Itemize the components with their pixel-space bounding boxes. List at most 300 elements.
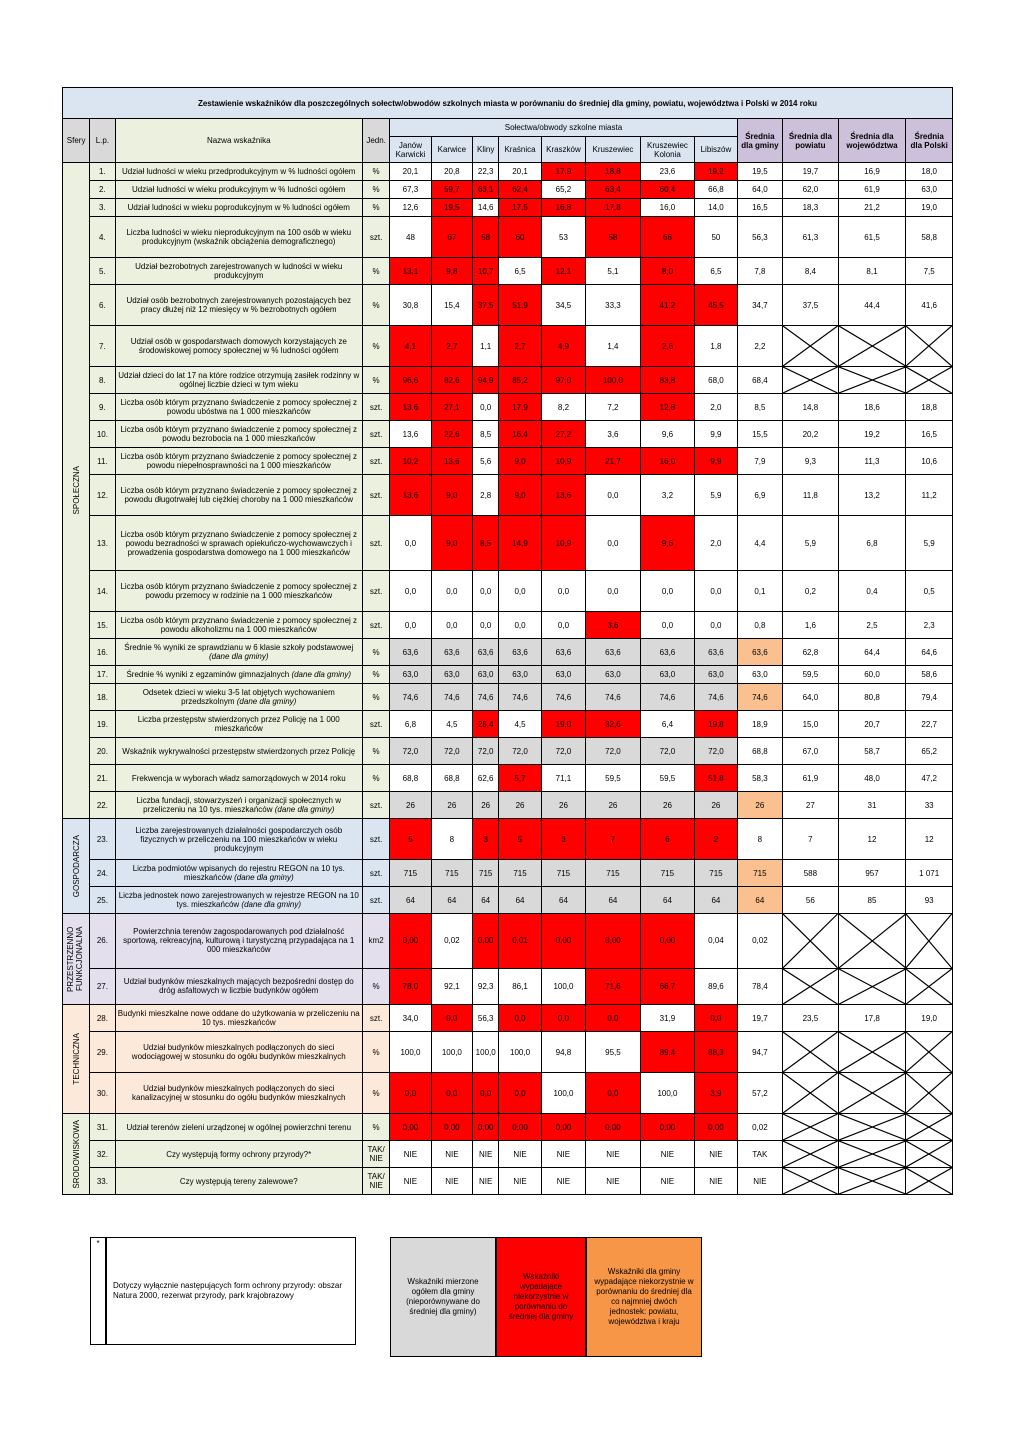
sphere-label: GOSPODARCZA <box>71 834 81 898</box>
village-value-cell: 715 <box>586 860 641 887</box>
village-value-cell: 5 <box>390 819 431 860</box>
average-value-cell: 8,1 <box>838 258 906 285</box>
indicator-name-text: Frekwencja w wyborach władz samorządowych w 2014 roku <box>131 773 346 783</box>
village-value-cell: 3,6 <box>586 612 641 639</box>
village-value-cell: 5,9 <box>695 475 737 516</box>
row-lp: 21. <box>90 765 115 792</box>
village-value-cell: 48 <box>390 217 431 258</box>
row-unit: % <box>362 639 389 666</box>
village-value-cell: 4,9 <box>541 326 585 367</box>
row-unit: % <box>362 326 389 367</box>
legend-orange: Wskaźniki dla gminy wypadające niekorzystnie w porównaniu do średniej dla co najmniej dwóch jednostek: powiatu, województwa i kraju <box>586 1237 702 1357</box>
header-average-0: Średnia dla gminy <box>737 119 782 163</box>
village-value-cell: 0,0 <box>499 1073 541 1114</box>
header-jedn: Jedn. <box>362 119 389 163</box>
village-value-cell: 62,4 <box>499 181 541 199</box>
row-indicator-name <box>115 285 362 326</box>
village-value-cell: 0,0 <box>695 571 737 612</box>
average-value-cell: 957 <box>838 860 906 887</box>
average-value-cell: 56 <box>783 887 839 914</box>
indicator-name-text: Udział ludności w wieku przedprodukcyjnym w % ludności ogółem <box>122 167 356 176</box>
village-value-cell: 19,2 <box>695 163 737 181</box>
village-value-cell: 20,8 <box>431 163 472 181</box>
row-lp: 19. <box>90 711 115 738</box>
village-value-cell: 0,00 <box>390 1114 431 1141</box>
village-value-cell: 63,0 <box>695 666 737 684</box>
average-value-cell: 22,7 <box>906 711 953 738</box>
average-value-cell: 8,4 <box>783 258 839 285</box>
row-unit: % <box>362 968 389 1004</box>
village-value-cell: 715 <box>431 860 472 887</box>
average-value-cell: 63,0 <box>906 181 953 199</box>
not-applicable-cell <box>906 367 953 394</box>
village-value-cell: 26 <box>695 792 737 819</box>
village-value-cell: 0,00 <box>640 1114 695 1141</box>
average-value-cell: TAK <box>737 1141 782 1168</box>
average-value-cell: 62,0 <box>783 181 839 199</box>
row-indicator-name <box>115 887 362 914</box>
average-value-cell: 31 <box>838 792 906 819</box>
village-value-cell: NIE <box>499 1168 541 1195</box>
sphere-cell <box>63 163 90 819</box>
village-value-cell: 13,1 <box>390 258 431 285</box>
row-unit: szt. <box>362 860 389 887</box>
cross-mark-icon <box>783 1073 838 1113</box>
average-value-cell: 33 <box>906 792 953 819</box>
table-row <box>63 1114 953 1141</box>
village-value-cell: 0,0 <box>541 571 585 612</box>
row-unit: szt. <box>362 448 389 475</box>
row-indicator-name <box>115 394 362 421</box>
village-value-cell: 0,00 <box>473 1114 499 1141</box>
village-value-cell: 45,5 <box>695 285 737 326</box>
village-value-cell: 60 <box>499 217 541 258</box>
row-lp: 16. <box>90 639 115 666</box>
not-applicable-cell <box>783 367 839 394</box>
village-value-cell: 63,6 <box>431 639 472 666</box>
village-value-cell: 7 <box>586 819 641 860</box>
row-unit: % <box>362 738 389 765</box>
village-value-cell: 63,6 <box>640 639 695 666</box>
cross-mark-icon <box>783 914 838 968</box>
village-value-cell: 0,0 <box>390 571 431 612</box>
village-value-cell: 63,0 <box>499 666 541 684</box>
village-value-cell: 16,8 <box>541 199 585 217</box>
village-value-cell: NIE <box>541 1141 585 1168</box>
cross-mark-icon <box>839 1114 906 1140</box>
village-value-cell: 14,0 <box>695 199 737 217</box>
village-value-cell: NIE <box>695 1168 737 1195</box>
footnote-text: Dotyczy wyłącznie następujących form ochrony przyrody: obszar Natura 2000, rezerwat przyrody, park krajobrazowy <box>106 1237 356 1345</box>
table-row <box>63 968 953 1004</box>
village-value-cell: 26 <box>586 792 641 819</box>
average-value-cell: 18,3 <box>783 199 839 217</box>
average-value-cell: NIE <box>737 1168 782 1195</box>
village-value-cell: 100,0 <box>390 1032 431 1073</box>
average-value-cell: 19,0 <box>906 199 953 217</box>
row-lp: 9. <box>90 394 115 421</box>
average-value-cell: 18,8 <box>906 394 953 421</box>
village-value-cell: 9,6 <box>640 421 695 448</box>
table-row <box>63 639 953 666</box>
header-village-4: Kraszków <box>541 137 585 163</box>
village-value-cell: 68,8 <box>431 765 472 792</box>
village-value-cell: 92,1 <box>431 968 472 1004</box>
cross-mark-icon <box>839 326 906 366</box>
average-value-cell: 19,2 <box>838 421 906 448</box>
average-value-cell: 60,0 <box>838 666 906 684</box>
village-value-cell: 100,0 <box>473 1032 499 1073</box>
row-unit: szt. <box>362 394 389 421</box>
not-applicable-cell <box>783 326 839 367</box>
village-value-cell: 72,0 <box>586 738 641 765</box>
village-value-cell: 26 <box>431 792 472 819</box>
village-value-cell: 66 <box>640 217 695 258</box>
village-value-cell: 26 <box>473 792 499 819</box>
not-applicable-cell <box>906 914 953 969</box>
village-value-cell: 13,6 <box>431 448 472 475</box>
village-value-cell: 68,0 <box>695 367 737 394</box>
village-value-cell: 100,0 <box>541 968 585 1004</box>
average-value-cell: 63,0 <box>737 666 782 684</box>
village-value-cell: 9,0 <box>431 475 472 516</box>
village-value-cell: 2,6 <box>640 326 695 367</box>
cross-mark-icon <box>783 1032 838 1072</box>
village-value-cell: 0,00 <box>390 914 431 969</box>
village-value-cell: 22,6 <box>431 421 472 448</box>
table-row <box>63 199 953 217</box>
cross-mark-icon <box>906 914 952 968</box>
village-value-cell: 6,4 <box>640 711 695 738</box>
village-value-cell: 26 <box>390 792 431 819</box>
average-value-cell: 4,4 <box>737 516 782 571</box>
row-unit: szt. <box>362 887 389 914</box>
indicator-name-text: Czy występują tereny zalewowe? <box>179 1176 298 1186</box>
village-value-cell: 72,0 <box>541 738 585 765</box>
table-row <box>63 738 953 765</box>
village-value-cell: 0,0 <box>586 475 641 516</box>
village-value-cell: 100,0 <box>541 1073 585 1114</box>
village-value-cell: 8,2 <box>541 394 585 421</box>
village-value-cell: 82,6 <box>431 367 472 394</box>
average-value-cell: 93 <box>906 887 953 914</box>
not-applicable-cell <box>838 1032 906 1073</box>
average-value-cell: 85 <box>838 887 906 914</box>
row-lp: 32. <box>90 1141 115 1168</box>
village-value-cell: 0,0 <box>640 612 695 639</box>
average-value-cell: 0,2 <box>783 571 839 612</box>
average-value-cell: 6,9 <box>737 475 782 516</box>
indicator-name-text: Średnie % wyniki ze sprawdzianu w 6 klasie szkoły podstawowej <box>124 643 354 652</box>
row-indicator-name <box>115 666 362 684</box>
village-value-cell: 58 <box>586 217 641 258</box>
average-value-cell: 61,9 <box>783 765 839 792</box>
cross-mark-icon <box>839 914 906 968</box>
legend-red: Wskaźniki wypadające niekorzystnie w porównaniu do średniej dla gminy <box>496 1237 586 1357</box>
average-value-cell: 5,9 <box>783 516 839 571</box>
village-value-cell: 66,7 <box>640 968 695 1004</box>
average-value-cell: 2,5 <box>838 612 906 639</box>
indicator-name-text: Liczba podmiotów wpisanych do rejestru REGON na 10 tys. mieszkańców <box>132 864 345 882</box>
not-applicable-cell <box>783 1073 839 1114</box>
average-value-cell: 58,3 <box>737 765 782 792</box>
village-value-cell: 715 <box>541 860 585 887</box>
village-value-cell: 32,6 <box>586 711 641 738</box>
village-value-cell: 9,0 <box>499 448 541 475</box>
not-applicable-cell <box>783 914 839 969</box>
village-value-cell: 74,6 <box>586 684 641 711</box>
row-lp: 7. <box>90 326 115 367</box>
row-lp: 4. <box>90 217 115 258</box>
row-lp: 28. <box>90 1005 115 1032</box>
average-value-cell: 58,6 <box>906 666 953 684</box>
row-lp: 6. <box>90 285 115 326</box>
indicator-name-text: Budynki mieszkalne nowe oddane do użytkowania w przeliczeniu na 10 tys. mieszkańców <box>117 1009 360 1027</box>
village-value-cell: 9,0 <box>499 475 541 516</box>
cross-mark-icon <box>839 1032 906 1072</box>
row-indicator-name <box>115 819 362 860</box>
village-value-cell: NIE <box>431 1168 472 1195</box>
indicator-name-text: Udział budynków mieszkalnych podłączonych do sieci wodociągowej w stosunku do ogółu budynków mieszkalnych <box>131 1043 346 1061</box>
average-value-cell: 10,6 <box>906 448 953 475</box>
village-value-cell: NIE <box>695 1141 737 1168</box>
header-nazwa: Nazwa wskaźnika <box>115 119 362 163</box>
not-applicable-cell <box>783 1141 839 1168</box>
average-value-cell: 68,4 <box>737 367 782 394</box>
average-value-cell: 80,8 <box>838 684 906 711</box>
average-value-cell: 64,0 <box>737 181 782 199</box>
not-applicable-cell <box>783 1114 839 1141</box>
sphere-label: TECHNICZNA <box>71 1033 81 1085</box>
village-value-cell: 63,0 <box>541 666 585 684</box>
row-lp: 11. <box>90 448 115 475</box>
village-value-cell: NIE <box>390 1141 431 1168</box>
village-value-cell: 14,9 <box>499 516 541 571</box>
village-value-cell: 63,0 <box>473 666 499 684</box>
indicator-name-text: Czy występują formy ochrony przyrody?* <box>166 1149 312 1159</box>
village-value-cell: 0,0 <box>586 571 641 612</box>
average-value-cell: 19,7 <box>737 1005 782 1032</box>
row-lp: 29. <box>90 1032 115 1073</box>
village-value-cell: 31,9 <box>640 1005 695 1032</box>
village-value-cell: 63,0 <box>586 666 641 684</box>
header-average-3: Średnia dla Polski <box>906 119 953 163</box>
average-value-cell: 78,4 <box>737 968 782 1004</box>
village-value-cell: 0,00 <box>541 914 585 969</box>
village-value-cell: 0,0 <box>390 1073 431 1114</box>
village-value-cell: 23,6 <box>640 163 695 181</box>
village-value-cell: NIE <box>586 1168 641 1195</box>
village-value-cell: 94,9 <box>473 367 499 394</box>
village-value-cell: 1,8 <box>695 326 737 367</box>
average-value-cell: 0,8 <box>737 612 782 639</box>
not-applicable-cell <box>783 1168 839 1195</box>
village-value-cell: 56,3 <box>473 1005 499 1032</box>
village-value-cell: 68,8 <box>390 765 431 792</box>
indicator-name-text: Udział osób bezrobotnych zarejestrowanych pozostających bez pracy dłużej niż 12 miesięcy w % bezrobotnych ogółem <box>126 296 352 314</box>
village-value-cell: 34,5 <box>541 285 585 326</box>
village-value-cell: NIE <box>390 1168 431 1195</box>
village-value-cell: 2,7 <box>499 326 541 367</box>
village-value-cell: 89,4 <box>640 1032 695 1073</box>
average-value-cell: 15,5 <box>737 421 782 448</box>
row-indicator-name <box>115 326 362 367</box>
row-indicator-name <box>115 163 362 181</box>
average-value-cell: 63,6 <box>737 639 782 666</box>
indicator-name-text: Liczba osób którym przyznano świadczenie z pomocy społecznej z powodu alkoholizmu na 1 000 mieszkańców <box>120 616 358 634</box>
village-value-cell: 64 <box>640 887 695 914</box>
row-lp: 27. <box>90 968 115 1004</box>
row-lp: 13. <box>90 516 115 571</box>
average-value-cell: 34,7 <box>737 285 782 326</box>
table-row <box>63 448 953 475</box>
village-value-cell: 33,3 <box>586 285 641 326</box>
cross-mark-icon <box>906 969 952 1004</box>
row-indicator-name <box>115 792 362 819</box>
village-value-cell: 51,9 <box>499 285 541 326</box>
village-value-cell: 8,0 <box>640 258 695 285</box>
cross-mark-icon <box>783 1141 838 1167</box>
table-title: Zestawienie wskaźników dla poszczególnych sołectw/obwodów szkolnych miasta w porównaniu do średniej dla gminy, powiatu, województwa i Polski w 2014 roku <box>63 88 953 119</box>
average-value-cell: 64 <box>737 887 782 914</box>
row-indicator-name <box>115 1168 362 1195</box>
row-unit: szt. <box>362 612 389 639</box>
village-value-cell: 64 <box>431 887 472 914</box>
village-value-cell: 74,6 <box>695 684 737 711</box>
row-lp: 20. <box>90 738 115 765</box>
village-value-cell: 51,8 <box>695 765 737 792</box>
not-applicable-cell <box>838 1114 906 1141</box>
row-unit: szt. <box>362 421 389 448</box>
not-applicable-cell <box>906 1032 953 1073</box>
row-indicator-name <box>115 516 362 571</box>
row-indicator-name <box>115 711 362 738</box>
village-value-cell: 63,0 <box>390 666 431 684</box>
not-applicable-cell <box>838 1141 906 1168</box>
cross-mark-icon <box>783 1114 838 1140</box>
table-row <box>63 666 953 684</box>
not-applicable-cell <box>783 968 839 1004</box>
average-value-cell: 18,9 <box>737 711 782 738</box>
village-value-cell: 25,4 <box>473 711 499 738</box>
village-value-cell: 66,8 <box>695 181 737 199</box>
village-value-cell: 60,4 <box>640 181 695 199</box>
average-value-cell: 0,1 <box>737 571 782 612</box>
village-value-cell: 6 <box>640 819 695 860</box>
table-row <box>63 516 953 571</box>
village-value-cell: 5,6 <box>473 448 499 475</box>
average-value-cell: 17,8 <box>838 1005 906 1032</box>
row-indicator-name <box>115 475 362 516</box>
village-value-cell: 715 <box>499 860 541 887</box>
average-value-cell: 715 <box>737 860 782 887</box>
village-value-cell: 8,5 <box>473 421 499 448</box>
village-value-cell: 10,7 <box>473 258 499 285</box>
not-applicable-cell <box>906 1141 953 1168</box>
table-row <box>63 163 953 181</box>
table-row <box>63 1073 953 1114</box>
average-value-cell: 9,3 <box>783 448 839 475</box>
village-value-cell: 19,0 <box>541 711 585 738</box>
not-applicable-cell <box>838 968 906 1004</box>
average-value-cell: 7,5 <box>906 258 953 285</box>
table-row <box>63 285 953 326</box>
average-value-cell: 15,0 <box>783 711 839 738</box>
village-value-cell: 26 <box>541 792 585 819</box>
village-value-cell: 64 <box>541 887 585 914</box>
village-value-cell: 96,6 <box>390 367 431 394</box>
not-applicable-cell <box>906 968 953 1004</box>
indicator-name-text: Odsetek dzieci w wieku 3-5 lat objętych wychowaniem przedszkolnym <box>142 688 335 706</box>
village-value-cell: 3,6 <box>586 421 641 448</box>
table-row <box>63 765 953 792</box>
village-value-cell: 72,0 <box>695 738 737 765</box>
village-value-cell: 59,5 <box>586 765 641 792</box>
village-value-cell: 67 <box>431 217 472 258</box>
village-value-cell: 9,8 <box>431 258 472 285</box>
average-value-cell: 0,02 <box>737 1114 782 1141</box>
row-lp: 30. <box>90 1073 115 1114</box>
row-indicator-name <box>115 217 362 258</box>
village-value-cell: 16,0 <box>640 199 695 217</box>
sphere-label: PRZESTRZENNO FUNKCJONALNA <box>66 926 85 992</box>
row-lp: 5. <box>90 258 115 285</box>
average-value-cell: 16,5 <box>906 421 953 448</box>
village-value-cell: NIE <box>473 1168 499 1195</box>
village-value-cell: 74,6 <box>499 684 541 711</box>
row-indicator-name <box>115 1073 362 1114</box>
row-lp: 10. <box>90 421 115 448</box>
village-value-cell: 6,5 <box>695 258 737 285</box>
sphere-cell <box>63 1114 90 1195</box>
table-row <box>63 181 953 199</box>
table-row <box>63 571 953 612</box>
indicator-name-text: Liczba osób którym przyznano świadczenie z pomocy społecznej z powodu niepełnosprawności na 1 000 mieszkańców <box>120 452 358 470</box>
row-unit: % <box>362 367 389 394</box>
sphere-label: SPOŁECZNA <box>71 466 81 515</box>
village-value-cell: NIE <box>586 1141 641 1168</box>
village-value-cell: 100,0 <box>640 1073 695 1114</box>
village-value-cell: 100,0 <box>431 1032 472 1073</box>
village-value-cell: 715 <box>695 860 737 887</box>
average-value-cell: 79,4 <box>906 684 953 711</box>
village-value-cell: NIE <box>473 1141 499 1168</box>
village-value-cell: 17,5 <box>499 199 541 217</box>
village-value-cell: 72,0 <box>640 738 695 765</box>
village-value-cell: NIE <box>640 1168 695 1195</box>
table-row <box>63 394 953 421</box>
indicator-name-text: Powierzchnia terenów zagospodarowanych pod działalność sportową, rekreacyjną, kulturową i turystyczną przypadająca na 1 000 mieszkańców <box>123 927 355 955</box>
row-indicator-name <box>115 968 362 1004</box>
average-value-cell: 57,2 <box>737 1073 782 1114</box>
row-lp: 26. <box>90 914 115 969</box>
average-value-cell: 6,8 <box>838 516 906 571</box>
village-value-cell: 71,1 <box>541 765 585 792</box>
header-sfery: Sfery <box>63 119 90 163</box>
village-value-cell: 100,0 <box>586 367 641 394</box>
average-value-cell: 26 <box>737 792 782 819</box>
indicator-name-text: Udział dzieci do lat 17 na które rodzice otrzymują zasiłek rodzinny w ogólnej liczbie dzieci w tym wieku <box>118 371 360 389</box>
header-villages-group: Sołectwa/obwody szkolne miasta <box>390 119 737 137</box>
row-indicator-name <box>115 1005 362 1032</box>
row-unit: % <box>362 258 389 285</box>
cross-mark-icon <box>783 1168 838 1194</box>
village-value-cell: 22,3 <box>473 163 499 181</box>
cross-mark-icon <box>839 969 906 1004</box>
average-value-cell: 20,7 <box>838 711 906 738</box>
row-unit: szt. <box>362 217 389 258</box>
village-value-cell: 14,6 <box>473 199 499 217</box>
